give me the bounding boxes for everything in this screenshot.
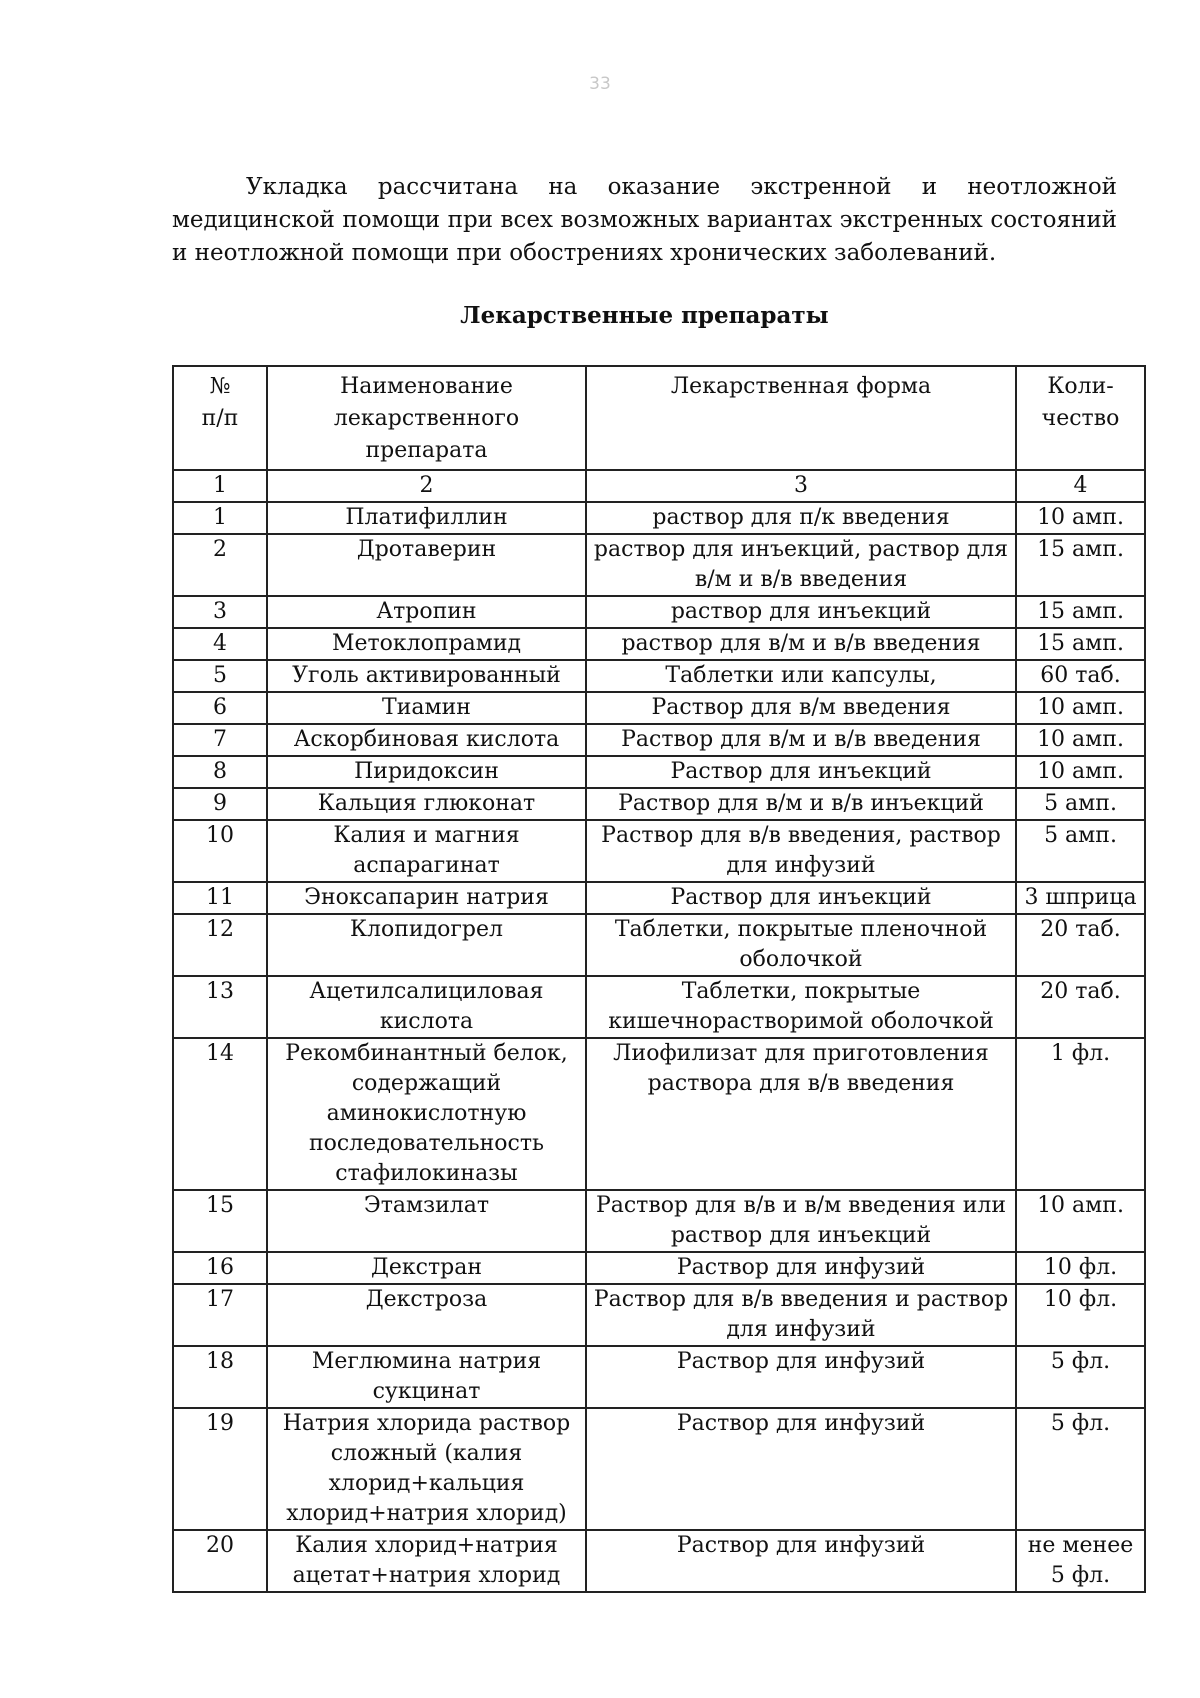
quantity xyxy=(1016,1190,1145,1252)
dosage-form-line: для инфузий xyxy=(726,1317,876,1342)
quantity-line: 20 таб. xyxy=(1040,917,1121,942)
column-number: 1 xyxy=(173,470,267,502)
drug-name-line: Аскорбиновая кислота xyxy=(293,727,560,752)
dosage-form-line: кишечнорастворимой оболочкой xyxy=(608,1009,994,1034)
drug-name xyxy=(267,660,586,692)
table-row xyxy=(173,724,1145,756)
intro-paragraph: Укладка рассчитана на оказание экстренной и неотложной медицинской помощи при всех возможных вариантах экстренных состояний и неотложной помощи при обострениях хронических заболеваний. xyxy=(172,174,1117,266)
drug-name xyxy=(267,628,586,660)
header-number-line: № xyxy=(209,374,231,399)
table-header xyxy=(173,366,1145,470)
dosage-form xyxy=(586,820,1016,882)
dosage-form xyxy=(586,882,1016,914)
row-number: 7 xyxy=(173,724,267,756)
drug-name-line: Ацетилсалициловая xyxy=(309,979,544,1004)
dosage-form-line: Таблетки, покрытые xyxy=(681,979,921,1004)
dosage-form-line: Раствор для в/в введения, раствор xyxy=(601,823,1001,848)
quantity-line: 5 амп. xyxy=(1044,823,1117,848)
dosage-form xyxy=(586,1190,1016,1252)
header-name-line: лекарственного xyxy=(333,406,520,431)
table-row xyxy=(173,756,1145,788)
drug-name xyxy=(267,1190,586,1252)
dosage-form xyxy=(586,724,1016,756)
table-row xyxy=(173,788,1145,820)
dosage-form-line: Раствор для в/м и в/в инъекций xyxy=(618,791,984,816)
dosage-form-line: Раствор для инфузий xyxy=(676,1255,926,1280)
drug-name-line: аспарагинат xyxy=(353,853,500,878)
quantity xyxy=(1016,1530,1145,1592)
row-number: 9 xyxy=(173,788,267,820)
dosage-form-line: для инфузий xyxy=(726,853,876,878)
quantity xyxy=(1016,692,1145,724)
row-number: 3 xyxy=(173,596,267,628)
dosage-form-line: раствора для в/в введения xyxy=(647,1071,955,1096)
quantity-line: 10 амп. xyxy=(1037,695,1124,720)
quantity xyxy=(1016,1038,1145,1190)
drug-name-line: Этамзилат xyxy=(363,1193,490,1218)
dosage-form xyxy=(586,1408,1016,1530)
drug-name-line: Метоклопрамид xyxy=(331,631,522,656)
quantity-line: 15 амп. xyxy=(1037,599,1124,624)
quantity xyxy=(1016,882,1145,914)
drug-name xyxy=(267,882,586,914)
drug-name-line: содержащий xyxy=(351,1071,502,1096)
quantity-line: 10 амп. xyxy=(1037,1193,1124,1218)
quantity xyxy=(1016,628,1145,660)
drug-name-line: Пиридоксин xyxy=(354,759,499,784)
dosage-form xyxy=(586,628,1016,660)
drug-name-line: Платифиллин xyxy=(345,505,508,530)
dosage-form xyxy=(586,788,1016,820)
header-quantity-line: чество xyxy=(1041,406,1120,431)
table-row xyxy=(173,660,1145,692)
quantity xyxy=(1016,1346,1145,1408)
dosage-form-line: Раствор для инъекций xyxy=(670,885,932,910)
quantity-line: 5 амп. xyxy=(1044,791,1117,816)
row-number: 14 xyxy=(173,1038,267,1190)
dosage-form-line: Таблетки, покрытые пленочной xyxy=(614,917,988,942)
quantity-line: 15 амп. xyxy=(1037,537,1124,562)
quantity xyxy=(1016,534,1145,596)
drug-name xyxy=(267,1284,586,1346)
drug-name xyxy=(267,1252,586,1284)
drug-name xyxy=(267,534,586,596)
drug-name-line: Калия хлорид+натрия xyxy=(295,1533,558,1558)
row-number: 5 xyxy=(173,660,267,692)
drug-name-line: Меглюмина натрия xyxy=(311,1349,542,1374)
drug-name-line: сложный (калия xyxy=(330,1441,523,1466)
quantity xyxy=(1016,660,1145,692)
quantity-line: 5 фл. xyxy=(1050,1563,1111,1588)
quantity-line: 10 амп. xyxy=(1037,759,1124,784)
drug-name-line: Кальция глюконат xyxy=(317,791,536,816)
header-name-line: препарата xyxy=(365,438,488,463)
header-quantity-line: Коли- xyxy=(1047,374,1114,399)
drug-name-line: Рекомбинантный белок, xyxy=(285,1041,568,1066)
table-row xyxy=(173,534,1145,596)
column-number: 3 xyxy=(586,470,1016,502)
drug-name xyxy=(267,692,586,724)
quantity-line: 10 фл. xyxy=(1043,1255,1118,1280)
quantity xyxy=(1016,1252,1145,1284)
table-row xyxy=(173,1190,1145,1252)
drug-name-line: Декстран xyxy=(370,1255,482,1280)
quantity xyxy=(1016,724,1145,756)
drug-name-line: Тиамин xyxy=(382,695,471,720)
header-number xyxy=(173,366,267,470)
dosage-form-line: Раствор для в/м введения xyxy=(651,695,951,720)
section-title: Лекарственные препараты xyxy=(460,302,829,329)
dosage-form-line: раствор для инъекций, раствор для xyxy=(593,537,1009,562)
drug-name-line: хлорид+кальция xyxy=(328,1471,525,1496)
table-row xyxy=(173,596,1145,628)
dosage-form-line: Раствор для инфузий xyxy=(676,1533,926,1558)
table-row xyxy=(173,502,1145,534)
drug-name xyxy=(267,724,586,756)
drug-name-line: хлорид+натрия хлорид) xyxy=(286,1501,567,1526)
quantity-line: 3 шприца xyxy=(1024,885,1137,910)
header-name-line: Наименование xyxy=(340,374,513,399)
row-number: 11 xyxy=(173,882,267,914)
table-row xyxy=(173,1252,1145,1284)
quantity xyxy=(1016,976,1145,1038)
drug-name xyxy=(267,596,586,628)
table-row xyxy=(173,1346,1145,1408)
medications-table xyxy=(172,365,1146,1593)
row-number: 18 xyxy=(173,1346,267,1408)
drug-name xyxy=(267,788,586,820)
drug-name-line: Атропин xyxy=(376,599,477,624)
dosage-form xyxy=(586,692,1016,724)
dosage-form xyxy=(586,1346,1016,1408)
header-form xyxy=(586,366,1016,470)
dosage-form xyxy=(586,914,1016,976)
dosage-form-line: Раствор для инфузий xyxy=(676,1411,926,1436)
dosage-form-line: Раствор для в/в введения и раствор xyxy=(593,1287,1009,1312)
dosage-form xyxy=(586,534,1016,596)
dosage-form xyxy=(586,1252,1016,1284)
table-row xyxy=(173,914,1145,976)
header-quantity xyxy=(1016,366,1145,470)
dosage-form xyxy=(586,502,1016,534)
table-row xyxy=(173,882,1145,914)
drug-name-line: аминокислотную xyxy=(326,1101,527,1126)
drug-name-line: Декстроза xyxy=(365,1287,488,1312)
drug-name-line: кислота xyxy=(379,1009,474,1034)
quantity-line: 10 фл. xyxy=(1043,1287,1118,1312)
quantity xyxy=(1016,756,1145,788)
row-number: 1 xyxy=(173,502,267,534)
quantity xyxy=(1016,788,1145,820)
drug-name xyxy=(267,1038,586,1190)
drug-name-line: Клопидогрел xyxy=(350,917,503,942)
quantity xyxy=(1016,502,1145,534)
dosage-form-line: раствор для п/к введения xyxy=(652,505,950,530)
quantity xyxy=(1016,1408,1145,1530)
header-name xyxy=(267,366,586,470)
drug-name xyxy=(267,1346,586,1408)
table-row xyxy=(173,692,1145,724)
row-number: 15 xyxy=(173,1190,267,1252)
drug-name-line: Натрия хлорида раствор xyxy=(282,1411,571,1436)
dosage-form-line: Раствор для инъекций xyxy=(670,759,932,784)
row-number: 17 xyxy=(173,1284,267,1346)
quantity-line: 20 таб. xyxy=(1040,979,1121,1004)
table-row xyxy=(173,1408,1145,1530)
drug-name-line: сукцинат xyxy=(372,1379,481,1404)
row-number: 20 xyxy=(173,1530,267,1592)
quantity xyxy=(1016,914,1145,976)
dosage-form-line: Таблетки или капсулы, xyxy=(665,663,937,688)
drug-name xyxy=(267,756,586,788)
drug-name xyxy=(267,914,586,976)
drug-name xyxy=(267,1530,586,1592)
table-row xyxy=(173,1530,1145,1592)
dosage-form xyxy=(586,1284,1016,1346)
row-number: 4 xyxy=(173,628,267,660)
table-body xyxy=(173,470,1145,1592)
dosage-form xyxy=(586,596,1016,628)
dosage-form-line: оболочкой xyxy=(739,947,863,972)
dosage-form-line: раствор для инъекций xyxy=(670,1223,932,1248)
row-number: 19 xyxy=(173,1408,267,1530)
drug-name-line: ацетат+натрия хлорид xyxy=(292,1563,561,1588)
header-number-line: п/п xyxy=(201,406,239,431)
drug-name-line: Дротаверин xyxy=(356,537,497,562)
drug-name xyxy=(267,820,586,882)
row-number: 13 xyxy=(173,976,267,1038)
dosage-form xyxy=(586,660,1016,692)
row-number: 12 xyxy=(173,914,267,976)
drug-name-line: Уголь активированный xyxy=(292,663,561,688)
drug-name xyxy=(267,502,586,534)
column-numbers-row xyxy=(173,470,1145,502)
quantity-line: 10 амп. xyxy=(1037,727,1124,752)
quantity xyxy=(1016,820,1145,882)
dosage-form xyxy=(586,756,1016,788)
column-number: 2 xyxy=(267,470,586,502)
dosage-form-line: в/м и в/в введения xyxy=(694,567,908,592)
dosage-form-line: Раствор для в/м и в/в введения xyxy=(621,727,981,752)
table-row xyxy=(173,976,1145,1038)
quantity-line: 5 фл. xyxy=(1050,1411,1111,1436)
page-number: 33 xyxy=(589,74,611,94)
quantity-line: не менее xyxy=(1027,1533,1134,1558)
dosage-form xyxy=(586,976,1016,1038)
table-row xyxy=(173,820,1145,882)
quantity-line: 1 фл. xyxy=(1050,1041,1111,1066)
drug-name-line: стафилокиназы xyxy=(335,1161,518,1186)
drug-name-line: Эноксапарин натрия xyxy=(304,885,549,910)
quantity-line: 60 таб. xyxy=(1040,663,1121,688)
row-number: 16 xyxy=(173,1252,267,1284)
quantity-line: 15 амп. xyxy=(1037,631,1124,656)
table-row xyxy=(173,1038,1145,1190)
quantity-line: 10 амп. xyxy=(1037,505,1124,530)
header-row xyxy=(173,366,1145,470)
dosage-form-line: Раствор для инфузий xyxy=(676,1349,926,1374)
table-row xyxy=(173,1284,1145,1346)
quantity xyxy=(1016,1284,1145,1346)
dosage-form xyxy=(586,1530,1016,1592)
drug-name xyxy=(267,1408,586,1530)
drug-name-line: Калия и магния xyxy=(333,823,520,848)
dosage-form-line: раствор для инъекций xyxy=(670,599,932,624)
drug-name xyxy=(267,976,586,1038)
header-form-line: Лекарственная форма xyxy=(670,374,932,399)
dosage-form-line: Лиофилизат для приготовления xyxy=(613,1041,989,1066)
dosage-form xyxy=(586,1038,1016,1190)
table-row xyxy=(173,628,1145,660)
row-number: 8 xyxy=(173,756,267,788)
row-number: 2 xyxy=(173,534,267,596)
row-number: 10 xyxy=(173,820,267,882)
column-number: 4 xyxy=(1016,470,1145,502)
row-number: 6 xyxy=(173,692,267,724)
quantity xyxy=(1016,596,1145,628)
quantity-line: 5 фл. xyxy=(1050,1349,1111,1374)
drug-name-line: последовательность xyxy=(308,1131,545,1156)
dosage-form-line: Раствор для в/в и в/м введения или xyxy=(595,1193,1007,1218)
dosage-form-line: раствор для в/м и в/в введения xyxy=(621,631,981,656)
